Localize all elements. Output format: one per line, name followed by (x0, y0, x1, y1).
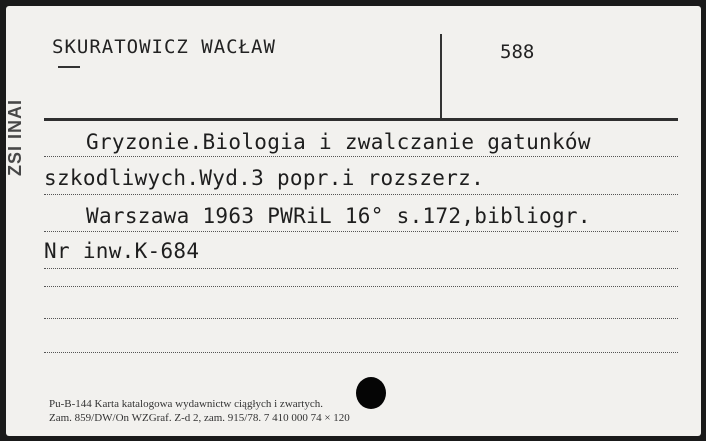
printer-note-2: Zam. 859/DW/On WZGraf. Z-d 2, zam. 915/78. 7 410 000 74 × 120 (49, 412, 350, 424)
entry-line-2: szkodliwych.Wyd.3 popr.i rozszerz. (44, 166, 485, 190)
entry-line-3: Warszawa 1963 PWRiL 16° s.172,bibliogr. (86, 204, 591, 228)
ruled-line (44, 352, 678, 353)
vertical-divider (440, 34, 442, 119)
author-heading: SKURATOWICZ WACŁAW (52, 36, 276, 58)
side-stamp: ZSI INAI (5, 98, 25, 176)
ruled-line (44, 268, 678, 269)
ruled-line (44, 286, 678, 287)
ruled-line (44, 231, 678, 232)
entry-line-4: Nr inw.K-684 (44, 239, 200, 263)
ruled-line (44, 194, 678, 195)
card-punch-hole (356, 377, 386, 409)
catalog-card (6, 6, 701, 436)
header-rule (44, 118, 678, 121)
entry-line-1: Gryzonie.Biologia i zwalczanie gatunków (86, 130, 591, 154)
ruled-line (44, 318, 678, 319)
shelf-number: 588 (500, 41, 535, 63)
heading-underline (58, 66, 80, 68)
printer-note-1: Pu-B-144 Karta katalogowa wydawnictw ciągłych i zwartych. (49, 398, 323, 410)
ruled-line (44, 156, 678, 157)
